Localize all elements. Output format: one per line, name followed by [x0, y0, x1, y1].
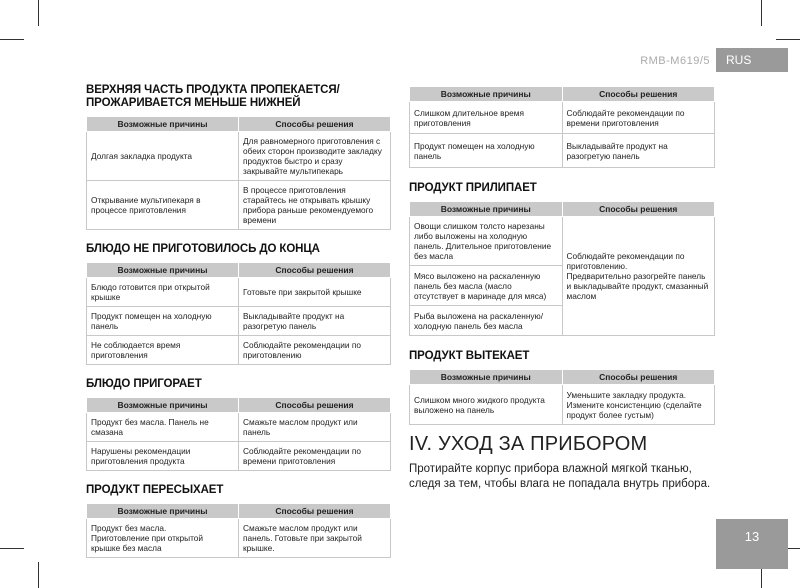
crop-mark [776, 39, 800, 40]
col-header-causes: Возможные причины [410, 202, 563, 217]
cause-cell: Долгая закладка продукта [87, 132, 239, 181]
section-title: БЛЮДО НЕ ПРИГОТОВИЛОСЬ ДО КОНЦА [86, 243, 320, 255]
crop-mark [761, 0, 762, 26]
table-row [87, 278, 391, 307]
crop-mark [0, 39, 24, 40]
crop-mark [38, 0, 39, 26]
section-title: ПРОДУКТ ПРИЛИПАЕТ [409, 182, 537, 194]
cause-cell: Рыба выложена на раскаленную/холодную панель без масла [410, 306, 563, 336]
table-row [410, 385, 715, 425]
col-header-causes: Возможные причины [87, 117, 239, 132]
care-title: IV. УХОД ЗА ПРИБОРОМ [409, 433, 648, 455]
col-header-causes: Возможные причины [87, 263, 239, 278]
solution-cell: Готовьте при закрытой крышке [239, 278, 391, 307]
troubleshoot-table [86, 503, 391, 558]
troubleshoot-table [86, 397, 391, 471]
solution-cell: Выкладывайте продукт на разогретую панель [562, 134, 715, 168]
cause-cell: Слишком много жидкого продукта выложено на панель [410, 385, 563, 425]
cause-cell: Блюдо готовится при открытой крышке [87, 278, 239, 307]
solution-cell: Соблюдайте рекомендации по приготовлению. Предварительно разогрейте панель и выкладывайте продукт, смазанный маслом [562, 217, 715, 336]
right-column [409, 86, 715, 492]
table-row [410, 102, 715, 134]
solution-cell: Смажьте маслом продукт или панель. Готовьте при закрытой крышке. [239, 519, 391, 558]
troubleshoot-table [86, 116, 391, 230]
solution-cell: Соблюдайте рекомендации по приготовлению [239, 336, 391, 365]
col-header-causes: Возможные причины [410, 370, 563, 385]
solution-cell: Выкладывайте продукт на разогретую панель [239, 307, 391, 336]
language-tab: RUS [716, 48, 788, 72]
table-row [87, 413, 391, 442]
solution-cell: Соблюдайте рекомендации по времени приготовления [562, 102, 715, 134]
crop-mark [0, 548, 24, 549]
col-header-solutions: Способы решения [562, 370, 715, 385]
col-header-solutions: Способы решения [562, 87, 715, 102]
model-label: RMB-M619/5 [640, 55, 710, 67]
col-header-causes: Возможные причины [87, 504, 239, 519]
col-header-causes: Возможные причины [410, 87, 563, 102]
table-row [87, 307, 391, 336]
troubleshoot-table [409, 201, 715, 336]
section-title: ВЕРХНЯЯ ЧАСТЬ ПРОДУКТА ПРОПЕКАЕТСЯ/ПРОЖАРИВАЕТСЯ МЕНЬШЕ НИЖНЕЙ [86, 84, 340, 109]
col-header-causes: Возможные причины [87, 398, 239, 413]
section-title: БЛЮДО ПРИГОРАЕТ [86, 378, 202, 390]
col-header-solutions: Способы решения [239, 504, 391, 519]
col-header-solutions: Способы решения [239, 117, 391, 132]
cause-cell: Овощи слишком толсто нарезаны либо выложены на холодную панель. Длительное приготовление без масла [410, 217, 563, 266]
cause-cell: Продукт помещен на холодную панель [410, 134, 563, 168]
cause-cell: Мясо выложено на раскаленную панель без масла (масло отсутствует в маринаде для мяса) [410, 266, 563, 306]
solution-cell: Соблюдайте рекомендации по времени приготовления [239, 442, 391, 471]
table-row [87, 336, 391, 365]
left-column [86, 84, 391, 571]
solution-cell: Смажьте маслом продукт или панель [239, 413, 391, 442]
page-number: 13 [716, 519, 788, 569]
col-header-solutions: Способы решения [239, 398, 391, 413]
cause-cell: Нарушены рекомендации приготовления продукта [87, 442, 239, 471]
col-header-solutions: Способы решения [562, 202, 715, 217]
troubleshoot-table [409, 369, 715, 425]
solution-cell: В процессе приготовления старайтесь не открывать крышку прибора раньше рекомендуемого времени [239, 181, 391, 230]
cause-cell: Слишком длительное время приготовления [410, 102, 563, 134]
table-row [410, 217, 715, 266]
table-row [87, 442, 391, 471]
section-title: ПРОДУКТ ВЫТЕКАЕТ [409, 350, 530, 362]
table-row [87, 181, 391, 230]
cause-cell: Не соблюдается время приготовления [87, 336, 239, 365]
solution-cell: Уменьшите закладку продукта. Измените консистенцию (сделайте продукт более густым) [562, 385, 715, 425]
table-row [87, 519, 391, 558]
care-text: Протирайте корпус прибора влажной мягкой тканью, следя за тем, чтобы влага не попадала внутрь прибора. [409, 463, 711, 490]
cause-cell: Открывание мультипекаря в процессе приготовления [87, 181, 239, 230]
table-row [410, 134, 715, 168]
cause-cell: Продукт без масла. Приготовление при открытой крышке без масла [87, 519, 239, 558]
cause-cell: Продукт помещен на холодную панель [87, 307, 239, 336]
section-title: ПРОДУКТ ПЕРЕСЫХАЕТ [86, 484, 224, 496]
table-row [87, 132, 391, 181]
solution-cell: Для равномерного приготовления с обеих сторон производите закладку продуктов быстро и сразу закрывайте мультипекарь [239, 132, 391, 181]
cause-cell: Продукт без масла. Панель не смазана [87, 413, 239, 442]
col-header-solutions: Способы решения [239, 263, 391, 278]
troubleshoot-table [409, 86, 715, 168]
crop-mark [38, 562, 39, 588]
troubleshoot-table [86, 262, 391, 365]
